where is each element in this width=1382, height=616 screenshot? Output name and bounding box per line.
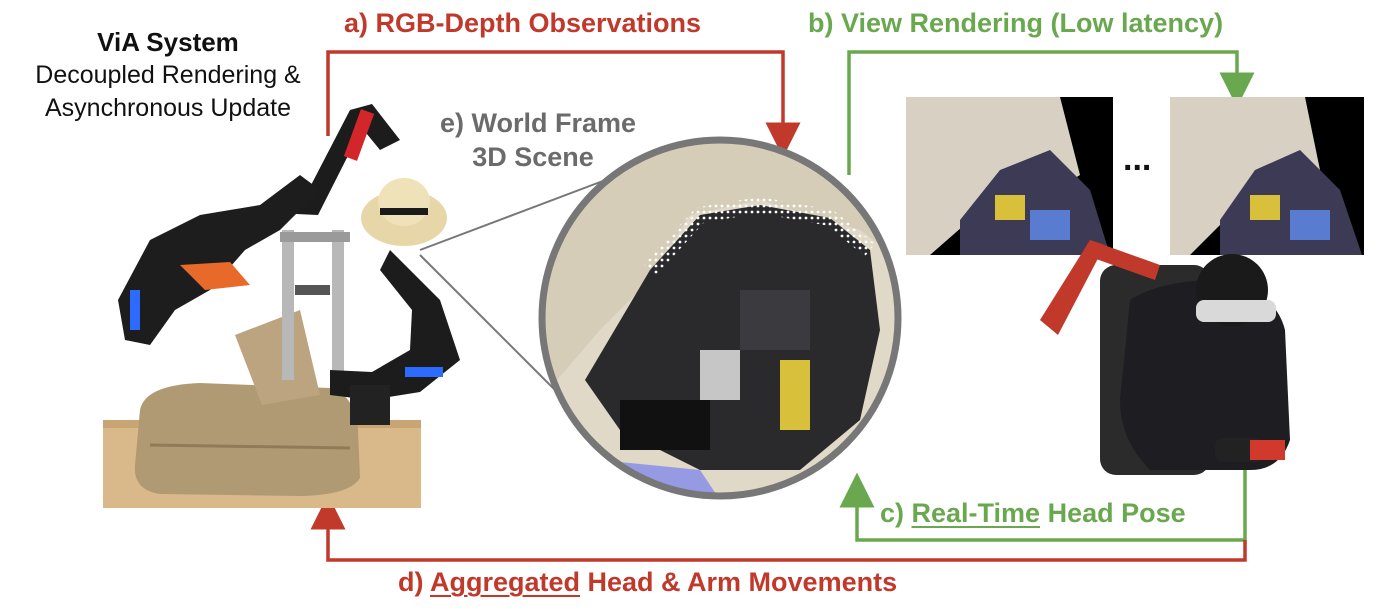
label-c-underlined: Real-Time <box>911 498 1041 528</box>
label-d-prefix: d) <box>398 567 430 597</box>
label-b: b) View Rendering (Low latency) <box>808 8 1224 38</box>
label-e-line2: 3D Scene <box>472 142 594 172</box>
rendered-view-1 <box>906 97 1113 255</box>
label-d-underlined: Aggregated <box>429 567 581 597</box>
label-d-suffix: Head & Arm Movements <box>580 567 898 597</box>
system-subtitle-line2: Asynchronous Update <box>45 94 291 122</box>
system-subtitle-line1: Decoupled Rendering & <box>35 61 301 89</box>
ellipsis: ... <box>1123 140 1152 178</box>
label-d <box>398 567 897 598</box>
label-a: a) RGB-Depth Observations <box>344 8 702 38</box>
label-c <box>880 498 1186 529</box>
label-c-suffix: Head Pose <box>1040 498 1186 528</box>
label-c-prefix: c) <box>880 498 912 528</box>
rendered-view-2 <box>1170 97 1364 255</box>
vr-operator-photo <box>1040 240 1290 475</box>
robot-photo <box>103 104 460 508</box>
label-e <box>440 106 636 174</box>
system-title-block <box>12 26 324 125</box>
label-e-line1: e) World Frame <box>440 108 637 138</box>
system-title: ViA System <box>97 27 239 57</box>
